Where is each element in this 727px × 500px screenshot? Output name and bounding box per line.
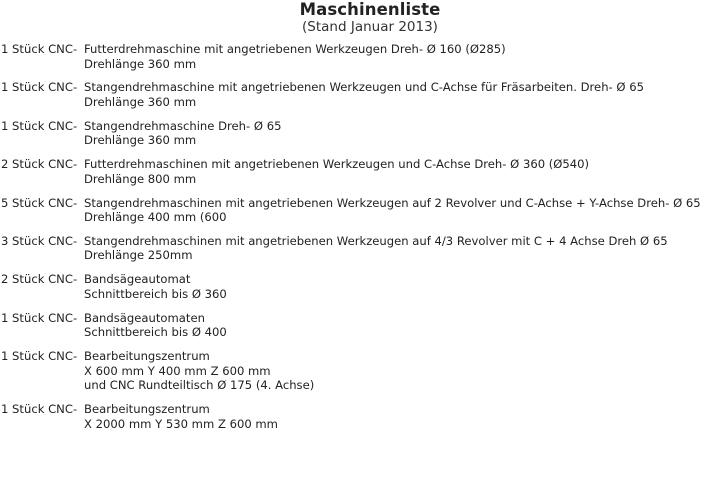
machine-line: Drehlänge 360 mm [84,56,197,71]
machine-line: Stangendrehmaschinen mit angetriebenen Werkzeugen auf 4/3 Revolver mit C + 4 Achse Dreh Ø 65 [84,233,668,248]
machine-description [84,119,727,148]
machine-line: Futterdrehmaschinen mit angetriebenen Werkzeugen und C-Achse Dreh- Ø 360 (Ø540) [84,157,590,172]
machine-entry [1,119,727,148]
machine-line: Drehlänge 400 mm (600 [84,210,227,225]
machine-line: Futterdrehmaschine mit angetriebenen Werkzeugen Dreh- Ø 160 (Ø285) [84,42,506,56]
machine-description [84,234,727,263]
page-subtitle: (Stand Januar 2013) [302,19,438,35]
machine-description [84,80,727,109]
machine-entry [1,272,727,301]
machine-line: Schnittbereich bis Ø 360 [84,286,227,301]
machine-line: Drehlänge 360 mm [84,94,197,109]
machine-description [84,349,727,393]
machine-entry [1,402,727,431]
machine-quantity: 2 Stück CNC- [1,157,78,172]
machine-description [84,272,727,301]
machine-entry [1,349,727,393]
machine-quantity: 2 Stück CNC- [1,272,78,287]
machine-entry [1,157,727,186]
machine-description [84,42,727,71]
machine-quantity: 1 Stück CNC- [1,310,78,325]
machine-entry [1,234,727,263]
machine-quantity: 1 Stück CNC- [1,118,78,133]
machine-line: Bandsägeautomat [84,272,191,287]
machine-line: Stangendrehmaschine mit angetriebenen Werkzeugen und C-Achse für Fräsarbeiten. Dreh- Ø 65 [84,80,644,95]
machine-quantity: 1 Stück CNC- [1,80,78,95]
machine-line: und CNC Rundteiltisch Ø 175 (4. Achse) [84,378,315,393]
machine-line: Stangendrehmaschine Dreh- Ø 65 [84,118,282,133]
machine-line: X 600 mm Y 400 mm Z 600 mm [84,363,271,378]
machine-entry [1,311,727,340]
machine-entry [1,80,727,109]
machine-description [84,157,727,186]
machine-quantity: 1 Stück CNC- [1,401,78,416]
machine-line: Stangendrehmaschinen mit angetriebenen Werkzeugen auf 2 Revolver und C-Achse + Y-Achse Dreh- Ø 65 [84,195,701,210]
machine-quantity: 5 Stück CNC- [1,195,78,210]
machine-quantity: 1 Stück CNC- [1,349,78,363]
machine-line: Bearbeitungszentrum [84,401,210,416]
machine-description [84,402,727,431]
machine-line: Bearbeitungszentrum [84,349,210,363]
machine-line: Drehlänge 800 mm [84,171,197,186]
machine-line: Bandsägeautomaten [84,310,205,325]
machine-entry [1,196,727,225]
page-header [0,0,727,36]
machine-description [84,196,727,225]
machine-line: X 2000 mm Y 530 mm Z 600 mm [84,416,278,431]
machine-line: Drehlänge 360 mm [84,133,197,148]
machine-line: Schnittbereich bis Ø 400 [84,325,227,340]
machine-quantity: 3 Stück CNC- [1,233,78,248]
machine-quantity: 1 Stück CNC- [1,42,78,56]
machine-line: Drehlänge 250mm [84,248,193,263]
machine-description [84,311,727,340]
page-title: Maschinenliste [299,0,441,19]
machine-list [1,42,727,440]
machine-entry [1,42,727,71]
